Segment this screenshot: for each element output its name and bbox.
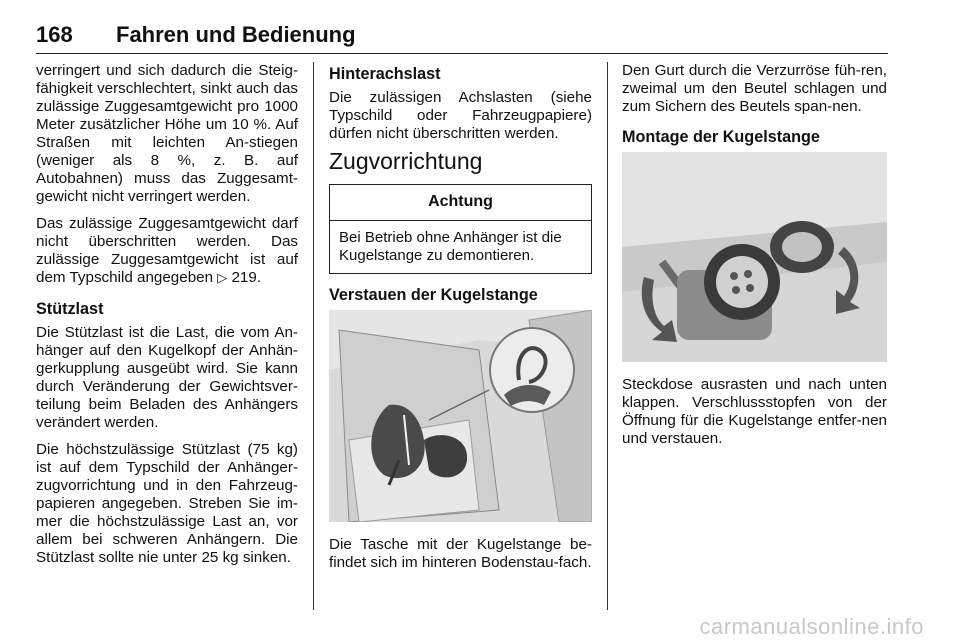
paragraph-gradient: verringert und sich dadurch die Steig-fähigkeit verschlechtert, sinkt auch das zulässige Zuggesamtgewicht pro 1000 Meter zusätzlicher Höhe um 10 %. Auf Straßen mit leichten An-stiegen (weniger als 8 %, z. B. auf Autobahnen) muss das Zuggesamt-gewicht nicht verringert werden. bbox=[36, 62, 298, 205]
trunk-storage-illustration bbox=[329, 310, 592, 522]
paragraph-stuetzlast: Die Stützlast ist die Last, die vom An-hänger auf den Kugelkopf der Anhän-gerkupplung ausgeübt wird. Sie kann durch Veränderung der Gewichtsver-teilung beim Beladen des Anhängers verändert werden. bbox=[36, 324, 298, 431]
column-divider-1 bbox=[313, 62, 314, 610]
heading-zugvorrichtung: Zugvorrichtung bbox=[329, 148, 483, 174]
column-middle bbox=[329, 62, 592, 581]
column-divider-2 bbox=[607, 62, 608, 610]
warning-box bbox=[329, 184, 592, 274]
page-reference-icon: ▷ bbox=[217, 271, 228, 286]
paragraph-achslasten: Die zulässigen Achslasten (siehe Typschild oder Fahrzeugpapiere) dürfen nicht überschritten werden. bbox=[329, 89, 592, 142]
warning-title: Achtung bbox=[330, 185, 591, 221]
gross-weight-text: Das zulässige Zuggesamtgewicht darf nicht überschritten werden. Das zulässige Zuggesamtgewicht ist auf dem Typschild angegeben bbox=[36, 215, 298, 286]
page-reference: 219. bbox=[227, 269, 262, 286]
paragraph-gurt: Den Gurt durch die Verzurröse füh-ren, zweimal um den Beutel schlagen und zum Sichern des Beutels span-nen. bbox=[622, 62, 887, 115]
heading-hinterachslast: Hinterachslast bbox=[329, 65, 441, 83]
heading-verstauen: Verstauen der Kugelstange bbox=[329, 286, 538, 304]
warning-text: Bei Betrieb ohne Anhänger ist die Kugelstange zu demontieren. bbox=[339, 229, 562, 264]
column-left bbox=[36, 62, 298, 576]
watermark: carmanualsonline.info bbox=[699, 614, 924, 639]
caption-storage: Die Tasche mit der Kugelstange be-findet sich im hinteren Bodenstau-fach. bbox=[329, 536, 592, 571]
header-divider bbox=[36, 53, 888, 54]
paragraph-gross-weight bbox=[36, 215, 298, 288]
paragraph-steckdose: Steckdose ausrasten und nach unten klappen. Verschlussstopfen von der Öffnung für die Kugelstange entfer-nen und verstauen. bbox=[622, 376, 887, 447]
ball-bar-socket-illustration bbox=[622, 152, 887, 362]
chapter-title: Fahren und Bedienung bbox=[116, 22, 356, 47]
column-right bbox=[622, 62, 887, 457]
page-header bbox=[36, 22, 888, 52]
heading-stuetzlast: Stützlast bbox=[36, 300, 104, 318]
paragraph-max-stuetzlast: Die höchstzulässige Stützlast (75 kg) ist auf dem Typschild der Anhänger-zugvorrichtung und in den Fahrzeug-papieren angegeben. Streben Sie im-mer die höchstzulässige Last an, vor allem bei schweren Anhängern. Die Stützlast sollte nie unter 25 kg sinken. bbox=[36, 441, 298, 566]
heading-montage: Montage der Kugelstange bbox=[622, 128, 820, 146]
page-number: 168 bbox=[36, 22, 73, 47]
